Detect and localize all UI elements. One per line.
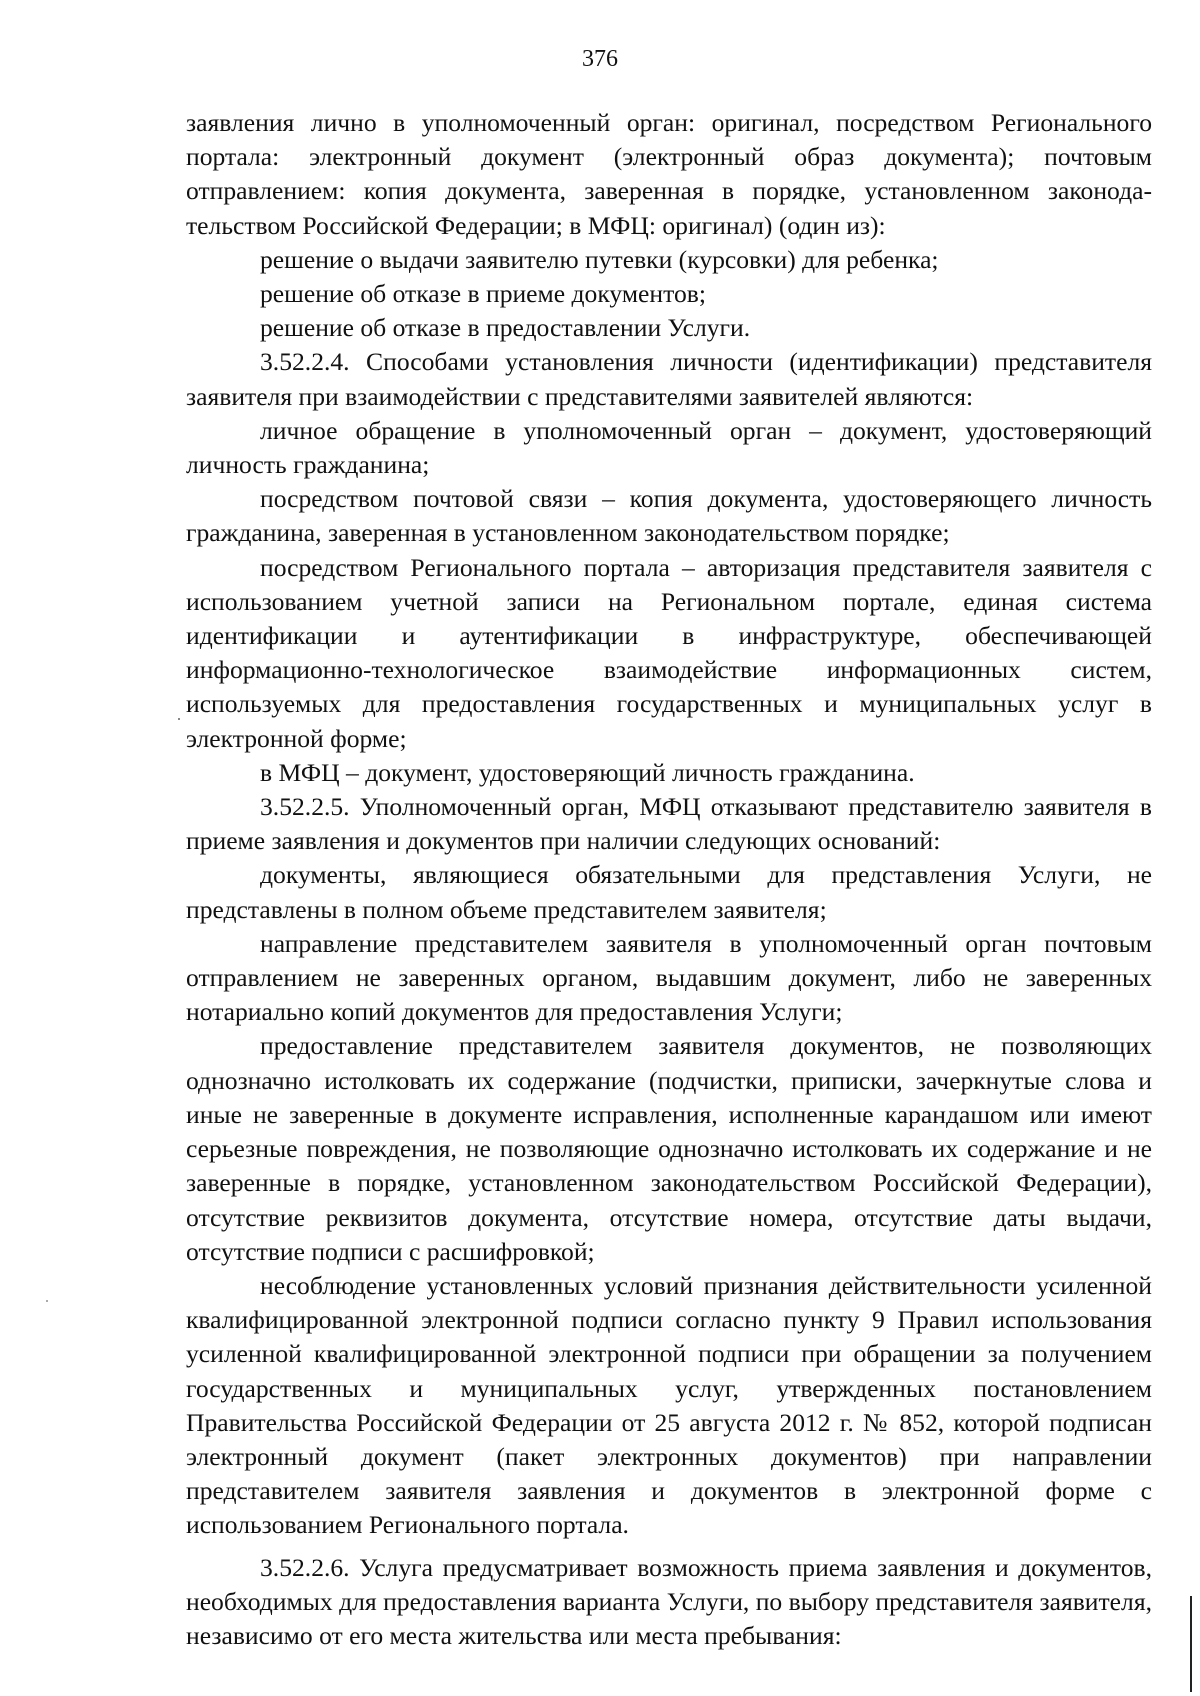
paragraph-11: документы, являющиеся обязательными для представления Услуги, не представлены в полном объеме представителем заявителя; (186, 860, 1152, 924)
paragraph-6: личное обращение в уполномоченный орган – документ, удостоверяющий личность гражданина; (186, 415, 1152, 480)
page-number: 376 (582, 46, 618, 72)
paragraph-12: направление представителем заявителя в уполномоченный орган почтовым отправлением не заверенных органом, выдавшим документ, либо не заверенных нотариально копий документов для предоставления Услуги; (186, 928, 1152, 1027)
paragraph-8: посредством Регионального портала – авторизация представителя заявителя с использованием учетной записи на Региональном портале, единая система идентификации и аутентификации в инфраструктуре, обеспечивающей информационно-технологическое взаимодействие информационных систем, используемых для предоставления государственных и муниципальных услуг в электронной форме; (186, 552, 1152, 753)
paragraph-4: решение об отказе в предоставлении Услуги. (260, 313, 751, 343)
paragraph-9: в МФЦ – документ, удостоверяющий личность гражданина. (260, 757, 915, 787)
paragraph-10: 3.52.2.5. Уполномоченный орган, МФЦ отказывают представителю заявителя в приеме заявления и документов при наличии следующих оснований: (186, 792, 1152, 856)
paragraph-13: предоставление представителем заявителя документов, не позволяющих однозначно истолковать их содержание (подчистки, приписки, зачеркнутые слова и иные не заверенные в документе исправления, исполненные карандашом или имеют серьезные повреждения, не позволяющие однозначно истолковать их содержание и не заверенные в порядке, установленном законодательством Российской Федерации), отсутствие реквизитов документа, отсутствие номера, отсутствие даты выдачи, отсутствие подписи с расшифровкой; (186, 1031, 1152, 1266)
paragraph-15: 3.52.2.6. Услуга предусматривает возможность приема заявления и документов, необходимых для предоставления варианта Услуги, по выбору представителя заявителя, независимо от его места жительства или места пребывания: (186, 1552, 1152, 1650)
document-body (186, 106, 1152, 1653)
paragraph-5: 3.52.2.4. Способами установления личности (идентификации) представителя заявителя при взаимодействии с представителями заявителей являются: (186, 347, 1152, 411)
paragraph-14: несоблюдение установленных условий признания действительности усиленной квалифицированной электронной подписи согласно пункту 9 Правил использования усиленной квалифицированной электронной подписи при обращении за получением государственных и муниципальных услуг, утвержденных постановлением Правительства Российской Федерации от 25 августа 2012 г. № 852, которой подписан электронный документ (пакет электронных документов) при направлении представителем заявителя заявления и документов в электронной форме с использованием Регионального портала. (186, 1270, 1152, 1540)
paragraph-1: заявления лично в уполномоченный орган: оригинал, посредством Регионального портала: электронный документ (электронный образ документа); почтовым отправлением: копия документа, заверенная в порядке, установленном законодательством Российской Федерации; в МФЦ: оригинал) (один из): (186, 108, 1152, 240)
paragraph-2: решение о выдачи заявителю путевки (курсовки) для ребенка; (260, 244, 939, 274)
scan-speck (46, 1300, 48, 1302)
paragraph-7: посредством почтовой связи – копия документа, удостоверяющего личность гражданина, заверенная в установленном законодательством порядке; (186, 484, 1152, 548)
scan-speck (178, 718, 180, 720)
paragraph-3: решение об отказе в приеме документов; (260, 279, 706, 309)
scan-edge-mark (1190, 1596, 1192, 1692)
